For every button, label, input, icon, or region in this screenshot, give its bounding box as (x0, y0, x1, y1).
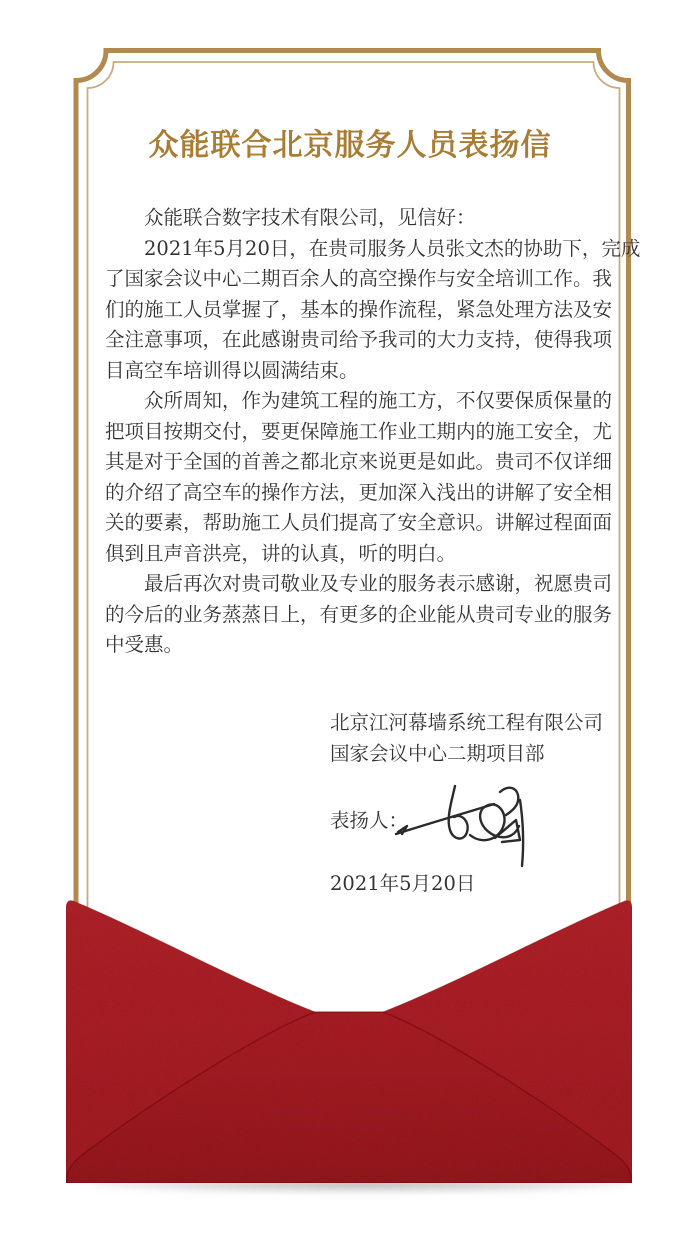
letter-text-line: 2021年5月20日，在贵司服务人员张文杰的协助下，完成 (105, 236, 641, 260)
letter-text-line: 众所周知，作为建筑工程的施工方，不仅要保质保量的 (105, 389, 613, 412)
letter-text-line: 全注意事项，在此感谢贵司给予我司的大力支持，使得我项 (105, 328, 613, 351)
letter-text-line: 了国家会议中心二期百余人的高空操作与安全培训工作。我 (105, 267, 613, 290)
paragraph (105, 386, 613, 569)
letter-text-line: 们的施工人员掌握了，基本的操作流程，紧急处理方法及安 (105, 297, 613, 321)
letter-text-line: 把项目按期交付，要更保障施工作业工期内的施工安全，尤 (105, 419, 613, 443)
letter-title: 众能联合北京服务人员表扬信 (148, 128, 552, 163)
letter-body (105, 203, 641, 661)
paragraph (105, 234, 641, 387)
praiser-label: 表扬人： (330, 809, 409, 832)
letter-text-line: 关的要素，帮助施工人员们提高了安全意识。讲解过程面面 (105, 511, 613, 534)
paragraph (105, 569, 613, 661)
greeting-line: 众能联合数字技术有限公司，见信好： (105, 206, 476, 229)
envelope (66, 893, 632, 1183)
letter-paragraphs (105, 234, 641, 661)
signature-scribble (392, 776, 532, 872)
letter-text-line: 其是对于全国的首善之都北京来说更是如此。贵司不仅详细 (105, 450, 613, 473)
signer-org-line: 国家会议中心二期项目部 (330, 741, 545, 765)
letter-text-line: 的介绍了高空车的操作方法，更加深入浅出的讲解了安全相 (105, 480, 613, 504)
letter-text-line: 俱到且声音洪亮，讲的认真，听的明白。 (105, 541, 457, 565)
letter-text-line: 中受惠。 (105, 633, 184, 656)
letter-text-line: 目高空车培训得以圆满结束。 (105, 358, 359, 382)
letter-date: 2021年5月20日 (330, 872, 476, 895)
signer-org-line: 北京江河幕墙系统工程有限公司 (330, 711, 604, 734)
envelope-felt-texture (66, 893, 632, 1183)
signer-org (330, 708, 603, 769)
letter-text-line: 最后再次对贵司敬业及专业的服务表示感谢，祝愿贵司 (105, 572, 613, 595)
letter-text-line: 的今后的业务蒸蒸日上，有更多的企业能从贵司专业的服务 (105, 602, 613, 626)
